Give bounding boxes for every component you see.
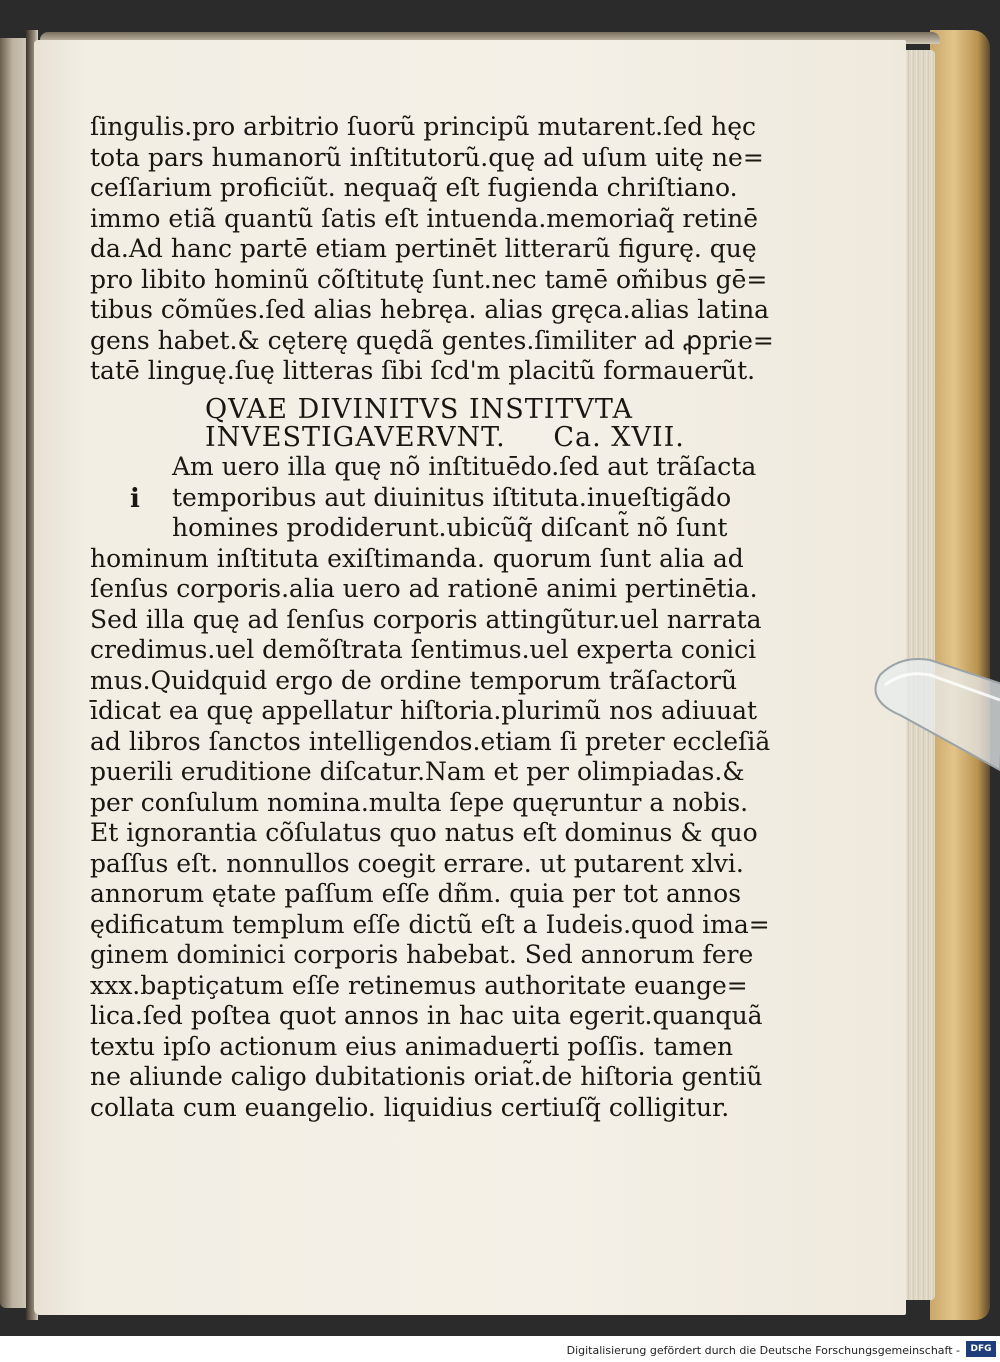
text-line: tota pars humanorũ inſtitutorũ.quę ad uſum uitę ne= [90,142,764,172]
page-holder-clip [860,655,1000,775]
text-line: mus.Quidquid ergo de ordine temporum trãſactorũ [90,665,738,695]
text-line: immo etiã quantũ ſatis eſt intuenda.memoriaq̃ retinē [90,203,759,233]
text-line: temporibus aut diuinitus iſtituta.inueſtigãdo [172,482,732,512]
text-line: collata cum euangelio. liquidius certiuſq̃ colligitur. [90,1092,730,1122]
text-line: ſingulis.pro arbitrio ſuorũ principũ mutarent.ſed hęc [90,112,757,141]
chapter-heading-line-2 [205,424,705,452]
text-line: īdicat ea quę appellatur hiſtoria.plurimũ nos adiuuat [90,696,758,725]
text-line: credimus.uel demõſtrata ſentimus.uel experta conici [90,635,757,664]
text-line: homines prodiderunt.ubicũq̃ diſcant̃ nõ ſunt [172,513,728,542]
text-line: per conſulum nomina.multa ſepe quęruntur a nobis. [90,787,749,817]
dfg-logo: DFG [966,1341,996,1357]
text-line: lica.ſed poſtea quot annos in hac uita egerit.quanquã [90,1001,763,1030]
paragraph-2 [90,452,771,1123]
text-line: ſenſus corporis.alia uero ad rationē animi pertinētia. [90,574,758,603]
text-line: tibus cõmũes.ſed alias hebręa. alias gręca.alias latina [90,295,770,324]
text-line: pro libito hominũ cõſtitutę ſunt.nec tamē om̃ibus gē= [90,264,768,294]
text-line: xxx.baptiçatum eſſe retinemus authoritate euange= [90,970,748,1000]
chapter-heading-title: INVESTIGAVERVNT. [205,422,506,453]
text-line: hominum inſtituta exiſtimanda. quorum ſunt alia ad [90,543,744,573]
text-line: ginem dominici corporis habebat. Sed annorum fere [90,940,754,969]
text-line: Et ignorantia cõſulatus quo natus eſt dominus & quo [90,818,758,847]
text-line: ceſſarium proficiũt. nequaq̃ eſt fugienda chriſtiano. [90,173,738,202]
chapter-heading-line-1: QVAE DIVINITVS INSTITVTA [205,394,633,425]
text-line: annorum ętate paſſum eſſe dñm. quia per tot annos [90,879,742,908]
text-line: textu ipſo actionum eius animaduerti poſſis. tamen [90,1031,734,1061]
paragraph-1 [90,112,774,387]
footer-credit: Digitalisierung gefördert durch die Deutsche Forschungsgemeinschaft - [566,1344,960,1357]
facing-page-edge [0,38,28,1308]
text-line: paſſus eſt. nonnullos coegit errare. ut putarent xlvi. [90,848,744,878]
text-line: tatē linguę.ſuę litteras ſibi ſcd'm placitũ formauerũt. [90,356,756,385]
chapter-number: Ca. XVII. [553,422,685,453]
text-line: ne aliunde caligo dubitationis oriat̃.de hiſtoria gentiũ [90,1062,763,1091]
text-line: da.Ad hanc partē etiam pertinēt litterarũ figurę. quę [90,234,757,263]
initial-letter-guide: i [130,484,140,514]
text-line: ędificatum templum eſſe dictũ eſt a Iudeis.quod ima= [90,909,770,939]
text-line: ad libros ſanctos intelligendos.etiam ſi preter eccleſiã [90,726,771,756]
text-line: Sed illa quę ad ſenſus corporis attingũtur.uel narrata [90,604,762,634]
text-line: gens habet.& cęterę quędã gentes.ſimiliter ad ꝓprie= [90,325,774,355]
text-line: Am uero illa quę nõ inſtituēdo.ſed aut trãſacta [172,452,757,481]
text-line: puerili eruditione diſcatur.Nam et per olimpiadas.& [90,757,745,786]
